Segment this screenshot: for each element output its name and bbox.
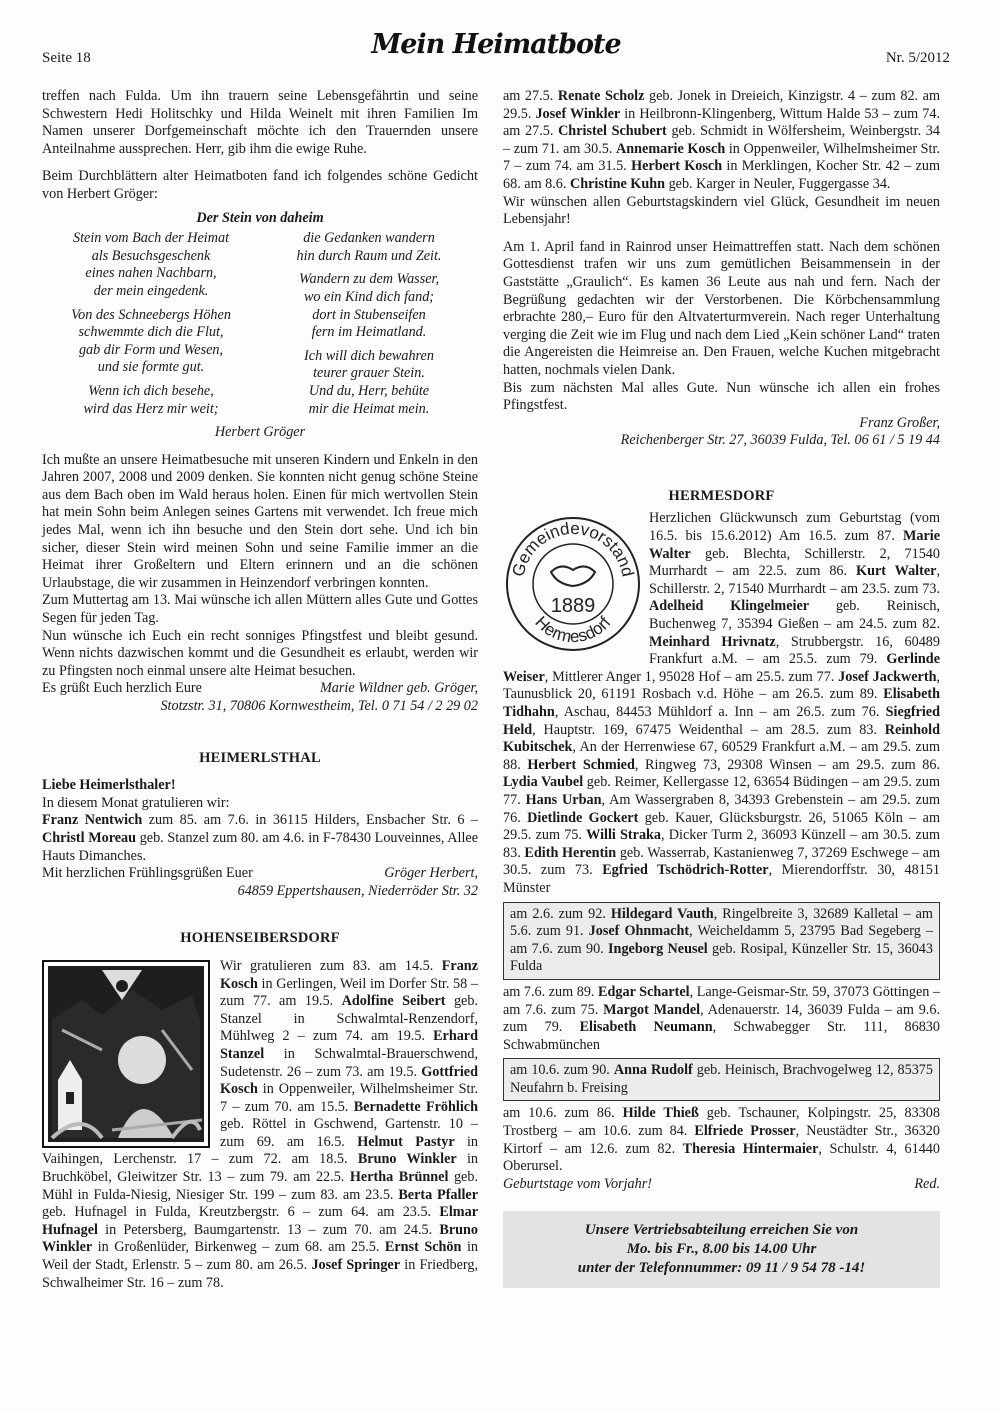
poem-line: Wandern zu dem Wasser, [298, 271, 440, 288]
poem-line: Und du, Herr, behüte [308, 382, 430, 399]
section-heading-heimerlsthal: HEIMERLSTHAL [199, 749, 321, 766]
poem-stanza [260, 230, 478, 265]
stamp-bottom-text: Hermesdorf [531, 613, 615, 647]
text-run: , Schwabegger Str. 111, 86830 Schwabmünchen [503, 1019, 940, 1053]
birthday-wish: Wir wünschen allen Geburtstagskindern viel Glück, Gesundheit im neuen Lebensjahr! [503, 193, 940, 228]
sales-notice [503, 1211, 940, 1288]
person-name: Josef Ohnmacht [588, 923, 690, 940]
text-run: geb. Reimer, Kellergasse 12, 63654 Büdingen – am 29.5. zum 77. [503, 774, 940, 808]
person-name: Elmar Hufnagel [42, 1204, 478, 1238]
right-signature-address: Reichenberger Str. 27, 36039 Fulda, Tel. 06 61 / 5 19 44 [620, 432, 940, 449]
person-name: Marie Walter [649, 528, 940, 562]
hermesdorf-birthdays-3 [503, 1105, 940, 1175]
box2-text [510, 1062, 933, 1097]
text-run: , Ringweg 73, 29308 Winsen – am 29.5. zum 86. [634, 756, 940, 773]
text-run: geb. Rosipal, Künzeller Str. 15, 36043 Fulda [510, 940, 933, 975]
poem-line: Stein vom Bach der Heimat [72, 230, 230, 247]
text-run: , Adenauerstr. 14, 36039 Fulda – am 9.6. zum 79. [503, 1001, 940, 1036]
text-run: Herzlichen Glückwunsch zum Geburtstag (vom 16.5. bis 15.6.2012) Am 16.5. zum 87. [649, 510, 940, 545]
person-name: Christine Kuhn [570, 175, 666, 192]
box1-text [510, 906, 933, 976]
person-name: Bernadette Fröhlich [353, 1098, 478, 1115]
left-column [42, 88, 478, 1292]
text-run: , Mittlerer Anger 1, 95028 Hof – am 25.5. zum 77. [544, 668, 839, 685]
text-run: geb. Reinisch, Buchenweg 7, 35394 Gießen – am 24.5. zum 82. [649, 598, 940, 633]
person-name: Edgar Schartel [598, 983, 690, 1000]
poem-line: mir die Heimat mein. [308, 400, 430, 417]
right-column [503, 88, 940, 1288]
notice-line-1: Unsere Vertriebsabteilung erreichen Sie von [584, 1222, 859, 1239]
poem-stanza [42, 383, 260, 418]
poem-line: Wenn ich dich besehe, [88, 382, 214, 399]
poem-line: hin durch Raum und Zeit. [296, 247, 442, 264]
heim-birthdays: Franz Nentwich zum 85. am 7.6. in 36115 Hilders, Ensbacher Str. 6 – Christl Moreau geb. Stanzel zum 80. am 4.6. in F-78430 Louveinnes, Allee Hauts Dimanches. [42, 812, 478, 864]
text-run: am 10.6. zum 90. [510, 1062, 614, 1079]
person-name: Adolfine Seibert [341, 993, 446, 1010]
poem-column-left [42, 230, 260, 424]
text-run: in Petersberg, Baumgartenstr. 13 – zum 70. am 24.5. [97, 1221, 440, 1238]
text-run: geb. Tschauner, Kolpingstr. 25, 83308 Trostberg – am 10.6. zum 84. [503, 1105, 940, 1140]
person-name: Helmut Pastyr [357, 1133, 455, 1150]
poem-line: die Gedanken wandern [303, 230, 435, 247]
birthday-box-2 [503, 1058, 940, 1101]
poem-line: und sie formte gut. [97, 359, 205, 376]
person-name: Anna Rudolf [613, 1062, 693, 1079]
text-run: am 7.6. zum 89. [503, 983, 599, 1000]
person-name: Willi Straka [586, 827, 662, 844]
issue-number: Nr. 5/2012 [885, 50, 950, 66]
text-run: , Schillerstr. 2, 71540 Murrhardt – am 23.5. zum 73. [649, 563, 940, 597]
text-run: in Merklingen, Kocher Str. 42 – zum 68. am 8.6. [503, 158, 940, 192]
text-run: , Ringelbreite 3, 32689 Kalletal – am 5.6. zum 91. [510, 905, 933, 940]
person-name: Adelheid Klingelmeier [649, 598, 810, 615]
person-name: Josef Springer [311, 1257, 401, 1274]
woodcut-image [42, 960, 210, 1148]
page-number: Seite 18 [42, 50, 91, 66]
text-run: , Hauptstr. 169, 67475 Weidenthal – am 28.5. zum 83. [532, 721, 885, 738]
person-name: Christel Schubert [558, 123, 667, 140]
rainrod-report: Am 1. April fand in Rainrod unser Heimattreffen statt. Nach dem schönen Gottesdienst trafen wir uns zum gemütlichen Beisammensein in der Gaststätte „Graulich“. Es kamen 36 Leute aus nah und fern. Nach der Begrüßung gedachten wir der Verstorbenen. Die Körbchensammlung erbrachte 280,– Euro für den Altvaterturmverein. Nach reger Unterhaltung verging die Zeit wie im Flug und nach dem Lied „Kein schöner Land“ traten die Angereisten die Heimreise an. Den Frauen, welche Kuchen mitgebracht hatten, nochmals vielen Dank. [503, 238, 940, 378]
woodcut-illustration [42, 960, 210, 1148]
poem-line: Von des Schneebergs Höhen [71, 306, 231, 323]
person-name: Elfriede Prosser [694, 1123, 796, 1140]
text-run: , Neustädter Str., 36320 Kirtorf – am 12.6. zum 82. [503, 1123, 940, 1157]
signature-address: Stotzstr. 31, 70806 Kornwestheim, Tel. 0 71 54 / 2 29 02 [160, 698, 478, 714]
hohen-birthdays-continued [503, 88, 940, 194]
heim-greeting: Mit herzlichen Frühlingsgrüßen Euer [42, 865, 253, 882]
person-name: Bruno Winkler [357, 1151, 457, 1168]
text-run: geb. Hufnagel in Fulda, Kreutzbergstr. 6 – zum 64. am 23.5. [42, 1204, 440, 1221]
memories-paragraph: Ich mußte an unsere Heimatbesuche mit unseren Kindern und Enkeln in den Jahren 2007, 2008 und 2009 denken. Sie konnten nicht genug schöne Steine aus dem Bach oben im Wald heraus holen. Einen für mich wertvollen Stein hat mein Sohn beim Anlegen seines Gartens mit verwendet. Ich freue mich jedes Mal, wenn ich ihn besuche und den Stein dort sehe. Und ich bin sicher, dieser Stein wird meinen Sohn und seine Familie immer an die Heimat ihrer Großeltern und Eltern erinnern und an die schönen Urlaubstage, die wir zusammen in Heinzendorf verbringen konnten. [42, 451, 478, 591]
person-name: Dietlinde Gockert [527, 809, 639, 826]
birthday-box-1 [503, 902, 940, 980]
poem-line: Ich will dich bewahren [304, 347, 434, 364]
text-run: geb. Schmidt in Wölfersheim, Weinbergstr. 34 – zum 71. am 30.5. [503, 123, 940, 157]
newspaper-logo: Mein Heimatbote [371, 29, 621, 60]
poem-line: als Besuchsgeschenk [91, 247, 211, 264]
notice-line-2: Mo. bis Fr., 8.00 bis 14.00 Uhr [626, 1241, 817, 1258]
person-name: Bruno Winkler [42, 1221, 478, 1256]
pentecost-paragraph: Nun wünsche ich Euch ein recht sonniges Pfingstfest und bleibt gesund. Wenn nichts dazwischen kommt und die Gesundheit es erlaubt, werden wir zu Pfingsten noch einmal unsere alte Heimat besuchen. [42, 627, 478, 679]
text-run: geb. Karger in Neuler, Fuggergasse 34. [665, 175, 891, 192]
person-name: Josef Jackwerth [838, 668, 937, 685]
heim-signature-address: 64859 Eppertshausen, Niederröder Str. 32 [237, 882, 478, 899]
person-name: Renate Scholz [557, 88, 645, 104]
poem-stanza [42, 230, 260, 300]
text-run: in Heilbronn-Klingenberg, Wittum Halde 53 – zum 74. am 27.5. [503, 105, 940, 140]
text-run: in Weil der Stadt, Erlenstr. 5 – zum 80. am 26.5. [42, 1239, 478, 1274]
right-signature-name: Franz Großer, [859, 414, 940, 431]
person-name: Ingeborg Neusel [608, 940, 708, 957]
stamp-image [503, 514, 643, 654]
person-name: Egfried Tschödrich-Rotter [602, 862, 769, 879]
notice-line-3: unter der Telefonnummer: 09 11 / 9 54 78 -14! [577, 1260, 866, 1277]
heim-signature-line [42, 865, 478, 883]
person-name: Franz Kosch [220, 957, 478, 992]
person-name: Hertha Brünnel [349, 1169, 449, 1186]
person-name: Gerlinde Weiser [503, 651, 940, 685]
text-run: in Vaihingen, Lerchenstr. 17 – zum 72. am 18.5. [42, 1133, 478, 1168]
poem-line: wird das Herz mir weit; [83, 400, 219, 417]
text-run: geb. Wasserrab, Kastanienweg 7, 37269 Eschwege – am 30.5. zum 73. [503, 844, 941, 879]
person-name: Elisabeth Tidhahn [503, 686, 940, 720]
person-name: Margot Mandel [603, 1001, 701, 1018]
text-run: geb. Stanzel in Schwalmtal-Renzendorf, Mühlweg 2 – zum 74. am 19.5. [220, 993, 478, 1045]
text-run: , Schulstr. 4, 61440 Oberursel. [503, 1140, 940, 1175]
person-name: Hilde Thieß [622, 1105, 699, 1122]
poem-line: wo ein Kind dich fand; [303, 288, 435, 305]
person-name: Gottfried Kosch [220, 1063, 478, 1098]
text-run: in Großenlüder, Birkenweg – zum 68. am 25.5. [92, 1239, 385, 1256]
person-name: Siegfried Held [503, 704, 940, 738]
poem-title: Der Stein von daheim [196, 209, 324, 226]
poem-line: fern im Heimatland. [311, 324, 427, 341]
text-run: geb. Heinisch, Brachvogelweg 12, 85375 Neufahrn b. Freising [510, 1062, 933, 1096]
text-run: geb. Mühl in Fulda-Niesig, Niesiger Str. 199 – zum 83. am 23.5. [42, 1169, 478, 1203]
person-name: Hildegard Vauth [610, 905, 714, 922]
person-name: Annemarie Kosch [616, 140, 726, 157]
heim-signature-name: Gröger Herbert, [384, 865, 478, 882]
editor-mark: Red. [914, 1175, 940, 1192]
text-run: , Strubbergstr. 16, 60489 Frankfurt a.M. – am 25.5. zum 79. [649, 633, 940, 668]
poem-stanza [260, 271, 478, 341]
text-run: in Oppenweiler, Wilhelmsheimer Str. 7 – zum 74. am 31.5. [503, 140, 940, 175]
text-run: am 2.6. zum 92. [510, 905, 611, 922]
text-run: , An der Herrenwiese 67, 60529 Frankfurt a.M. – am 29.5. zum 88. [503, 739, 940, 773]
text-run: in Gerlingen, Weil im Dorfer Str. 58 – zum 77. am 19.5. [220, 975, 478, 1010]
poem-author: Herbert Gröger [214, 424, 306, 441]
poem-line: eines nahen Nachbarn, [85, 265, 217, 282]
person-name: Theresia Hintermaier [682, 1140, 819, 1157]
text-run: in Friedberg, Schwalheimer Str. 16 – zum 78. [42, 1257, 478, 1291]
text-run: geb. Blechta, Schillerstr. 2, 71540 Murrhardt – am 22.5. zum 86. [649, 545, 940, 580]
handshake-icon [551, 567, 595, 587]
municipal-stamp [503, 514, 643, 654]
salutation: Liebe Heimerlsthaler! [42, 777, 176, 794]
mothersday-paragraph: Zum Muttertag am 13. Mai wünsche ich allen Müttern alles Gute und Gottes Segen für jeden Tag. [42, 592, 478, 627]
text-run: , Taunusblick 20, 61191 Rosbach v.d. Höhe – am 26.5. zum 89. [503, 668, 941, 703]
closing-wish: Bis zum nächsten Mal alles Gute. Nun wünsche ich allen ein frohes Pfingstfest. [503, 379, 940, 414]
section-heading-hohenseibersdorf: HOHENSEIBERSDORF [180, 930, 340, 947]
person-name: Herbert Kosch [631, 158, 723, 175]
person-name: Hans Urban [525, 791, 602, 808]
person-name: Meinhard Hrivnatz [649, 633, 776, 650]
poem [42, 230, 478, 424]
stamp-top-text: Gemeindevorstand [508, 519, 638, 579]
greeting: Es grüßt Euch herzlich Eure [42, 680, 202, 697]
svg-text:Hermesdorf [531, 613, 614, 647]
text-run: , Aschau, 84453 Mühldorf a. Inn – am 26.5. zum 76. [554, 704, 886, 720]
vorjahr-line [503, 1176, 940, 1194]
person-name: Herbert Schmied [527, 756, 635, 773]
text-run: , Am Wassergraben 8, 34393 Grebenstein – am 29.5. zum 76. [503, 791, 941, 826]
text-run: in Oppenweiler, Wilhelmsheimer Str. 7 – zum 70. am 15.5. [220, 1081, 478, 1115]
person-name: Kurt Walter [856, 563, 937, 580]
heim-intro: In diesem Monat gratulieren wir: [42, 794, 230, 811]
poem-stanza [42, 307, 260, 377]
text-run: , Weicheldamm 5, 23795 Bad Segeberg – am 7.6. zum 90. [510, 923, 933, 957]
person-name: Edith Herentin [524, 844, 617, 861]
poem-intro: Beim Durchblättern alter Heimatboten fand ich folgendes schöne Gedicht von Herbert Gröger: [42, 168, 478, 202]
person-name: Elisabeth Neumann [579, 1019, 713, 1036]
text-run: , Dicker Turm 2, 36093 Künzell – am 30.5. zum 83. [503, 827, 940, 861]
page-header [42, 29, 950, 74]
text-run: , Mierendorffstr. 30, 48151 Münster [503, 862, 940, 896]
text-run: am 10.6. zum 86. [503, 1105, 623, 1122]
poem-line: teurer grauer Stein. [313, 365, 425, 382]
person-name: Josef Winkler [535, 105, 621, 122]
person-name: Reinhold Kubitschek [503, 721, 940, 756]
text-run: , Lange-Geismar-Str. 59, 37073 Göttingen – am 7.6. zum 75. [503, 983, 940, 1018]
text-run: geb. Röttel in Gschwend, Gartenstr. 10 – zum 69. am 16.5. [220, 1116, 478, 1150]
text-run: in Bruchköbel, Gleiwitzer Str. 13 – zum 79. am 22.5. [42, 1151, 478, 1186]
text-run: Wir gratulieren zum 83. am 14.5. [220, 957, 442, 974]
poem-line: schwemmte dich die Flut, [78, 324, 224, 341]
text-run: geb. Jonek in Dreieich, Kinzigstr. 4 – zum 82. am 29.5. [503, 88, 940, 122]
text-run: in Schwalmtal-Brauerschwend, Sudetenstr. 26 – zum 73. am 19.5. [220, 1045, 478, 1080]
poem-line: dort in Stubenseifen [312, 306, 426, 323]
person-name: Ernst Schön [384, 1239, 462, 1256]
poem-line: gab dir Form und Wesen, [78, 341, 224, 358]
poem-column-right [260, 230, 478, 424]
section-heading-hermesdorf: HERMESDORF [668, 487, 775, 504]
text-run: geb. Kauer, Glücksburgstr. 26, 51065 Köln – am 29.5. zum 75. [503, 809, 940, 844]
poem-line: der mein eingedenk. [93, 282, 209, 299]
signature-name: Marie Wildner geb. Gröger, [319, 680, 478, 697]
vorjahr-note: Geburtstage vom Vorjahr! [503, 1175, 652, 1192]
person-name: Erhard Stanzel [220, 1028, 478, 1062]
text-run: am 27.5. [503, 88, 558, 104]
signature-line [42, 680, 478, 698]
person-name: Lydia Vaubel [503, 774, 584, 791]
hermesdorf-birthdays-2 [503, 984, 940, 1054]
obituary-paragraph: treffen nach Fulda. Um ihn trauern seine Lebensgefährtin und seine Schwestern Hedi Holitschky und Hilda Weinelt mit ihren Familien Im Namen unserer Dorfgemeinschaft möchte ich den Trauernden unsere Anteilnahme aussprechen. Herr, gib ihm die ewige Ruhe. [42, 88, 478, 157]
person-name: Berta Pfaller [398, 1186, 478, 1203]
poem-stanza [260, 348, 478, 418]
stamp-year: 1889 [550, 595, 596, 618]
